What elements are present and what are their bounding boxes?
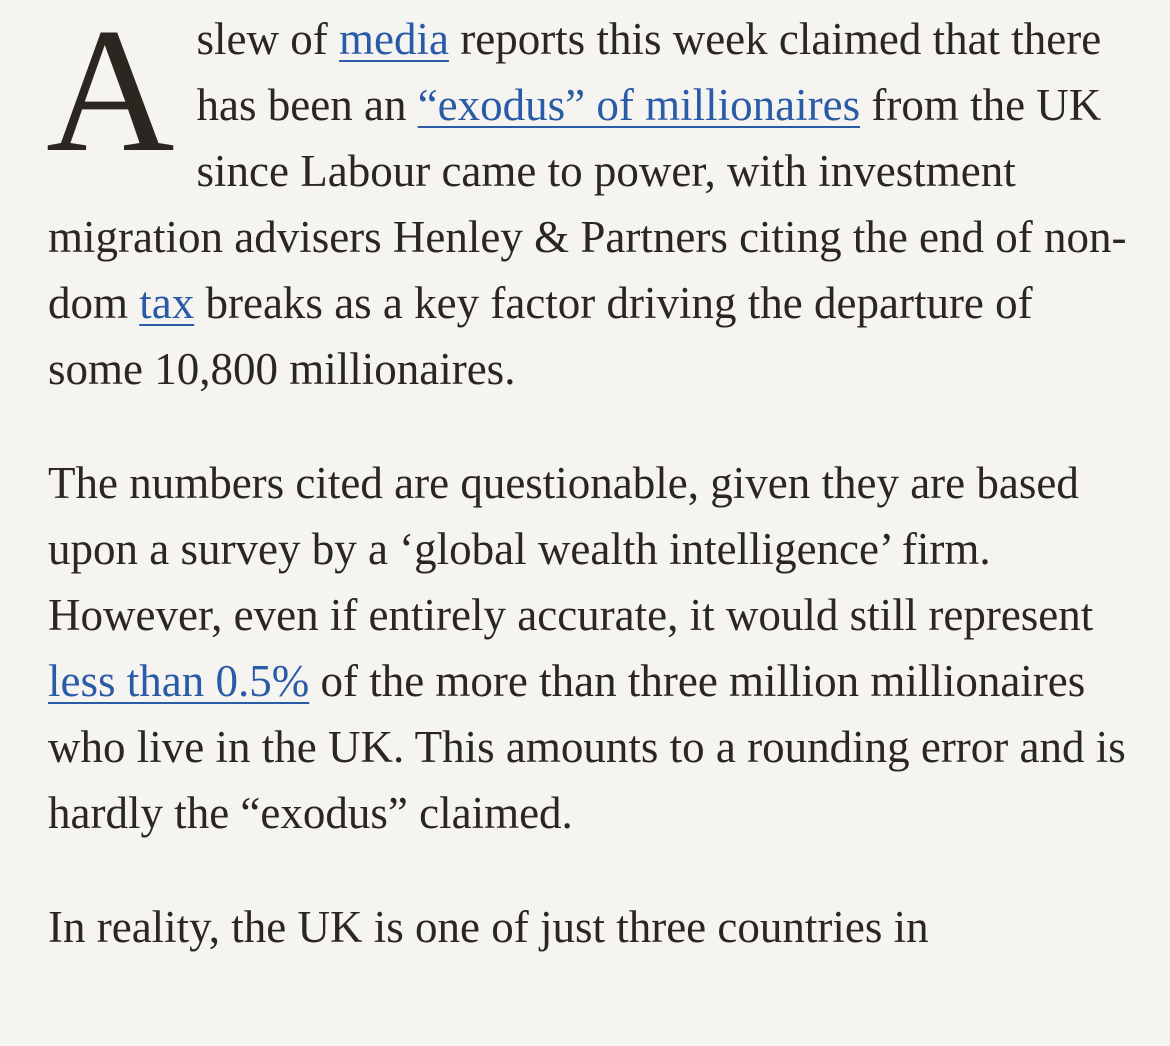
media-link[interactable]: media [339, 14, 449, 64]
paragraph-2 [48, 450, 1128, 846]
paragraph-2-text-1: The numbers cited are questionable, given they are based upon a survey by a ‘global wealth intelligence’ firm. However, even if entirely accurate, it would still represent [48, 458, 1094, 640]
paragraph-1-text-3: from the UK since Labour came to power, with investment migration advisers Henley & Partners citing the end of non-dom [48, 80, 1127, 328]
paragraph-1-text-4: breaks as a key factor driving the departure of some 10,800 millionaires. [48, 278, 1033, 394]
drop-cap: A [46, 0, 175, 189]
paragraph-1 [46, 0, 1128, 402]
less-than-percent-link[interactable]: less than 0.5% [48, 656, 310, 706]
paragraph-2-text-2: of the more than three million millionaires who live in the UK. This amounts to a rounding error and is hardly the “exodus” claimed. [48, 656, 1126, 838]
paragraph-1-text-2: reports this week claimed that there has been an [196, 14, 1102, 130]
paragraph-3 [48, 894, 1128, 960]
exodus-of-millionaires-link[interactable]: “exodus” of millionaires [417, 80, 861, 130]
tax-link[interactable]: tax [139, 278, 195, 328]
article-body [46, 0, 1128, 1008]
paragraph-3-text-1: In reality, the UK is one of just three countries in [48, 902, 929, 952]
paragraph-1-text-1: slew of [196, 14, 340, 64]
